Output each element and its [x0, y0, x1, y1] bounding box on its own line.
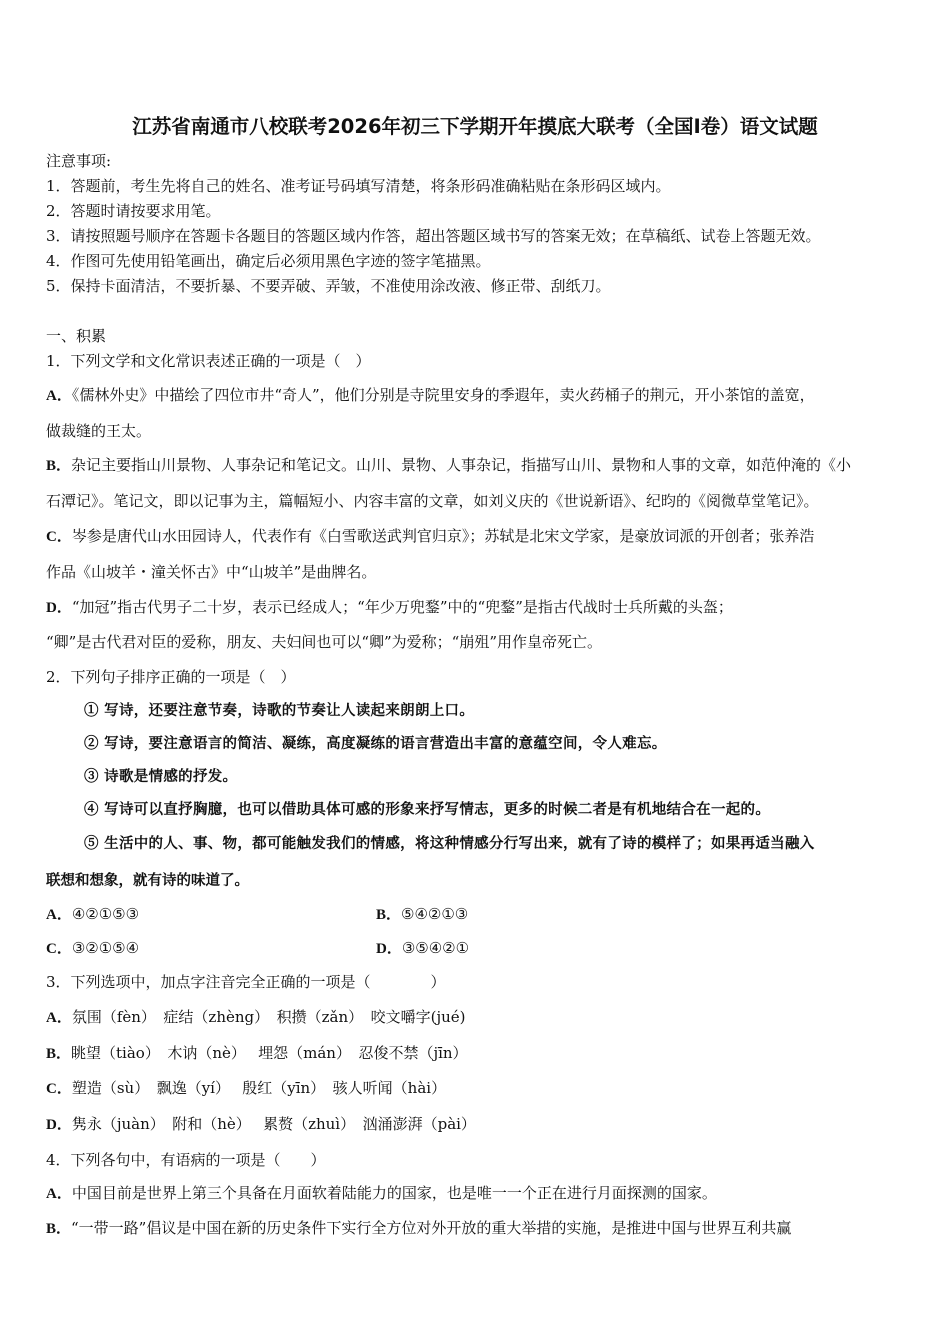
sentence-2: ② 写诗，要注意语言的简洁、凝练，高度凝练的语言营造出丰富的意蕴空间，令人难忘。 — [84, 735, 667, 752]
question-3-option-c — [46, 1078, 910, 1099]
notice-item-1: 1．答题前，考生先将自己的姓名、准考证号码填写清楚，将条形码准确粘贴在条形码区域内。 — [46, 177, 671, 195]
option-label: D． — [376, 941, 402, 957]
question-1-option-b-cont: 石潭记》。笔记文，即以记事为主，篇幅短小、内容丰富的文章，如刘义庆的《世说新语》、纪昀的《阅微草堂笔记》。 — [46, 492, 819, 510]
question-2-stem: 2．下列句子排序正确的一项是（ ） — [46, 668, 296, 686]
option-text: 杂记主要指山川景物、人事杂记和笔记文。山川、景物、人事杂记，指描写山川、景物和人事的文章，如范仲淹的《小 — [71, 456, 852, 474]
sentence-3: ③ 诗歌是情感的抒发。 — [84, 768, 238, 785]
option-text: “一带一路”倡议是中国在新的历史条件下实行全方位对外开放的重大举措的实施，是推进中国与世界互利共赢 — [71, 1219, 792, 1237]
option-text: ③⑤④②① — [401, 939, 470, 957]
option-label: C． — [46, 1081, 72, 1097]
option-label: A． — [46, 388, 72, 404]
option-text: ③②①⑤④ — [71, 939, 140, 957]
option-text: 隽永（juàn） 附和（hè） 累赘（zhuì） 汹涌澎湃（pài） — [71, 1115, 476, 1133]
notice-item-5: 5．保持卡面清洁，不要折暴、不要弄破、弄皱，不准使用涂改液、修正带、刮纸刀。 — [46, 277, 611, 295]
notice-item-3: 3．请按照题号顺序在答题卡各题目的答题区域内作答，超出答题区域书写的答案无效；在草稿纸、试卷上答题无效。 — [46, 227, 821, 245]
option-d — [376, 938, 469, 959]
option-b — [376, 904, 468, 925]
question-1-option-b — [46, 455, 910, 476]
option-label: A． — [46, 1010, 72, 1026]
option-label: C． — [46, 941, 72, 957]
option-label: C． — [46, 529, 72, 545]
option-text: ④②①⑤③ — [71, 905, 140, 923]
notice-heading: 注意事项: — [46, 152, 112, 170]
sentence-1: ① 写诗，还要注意节奏，诗歌的节奏让人读起来朗朗上口。 — [84, 702, 475, 719]
question-1-option-c — [46, 526, 910, 547]
question-1-option-c-cont: 作品《山坡羊・潼关怀古》中“山坡羊”是曲牌名。 — [46, 563, 377, 581]
sentence-5: ⑤ 生活中的人、事、物，都可能触发我们的情感，将这种情感分行写出来，就有了诗的模样了；如果再适当融入 — [84, 835, 815, 852]
option-label: A． — [46, 907, 72, 923]
question-2-options-row-2 — [46, 938, 910, 959]
question-1-option-d — [46, 597, 910, 618]
option-text: 岑参是唐代山水田园诗人，代表作有《白雪歌送武判官归京》；苏轼是北宋文学家，是豪放词派的开创者；张养浩 — [71, 527, 815, 545]
question-2-options-row-1 — [46, 904, 910, 925]
question-3-option-d — [46, 1114, 910, 1135]
question-1-option-a — [46, 385, 910, 406]
question-3-option-b — [46, 1043, 910, 1064]
question-3-option-a — [46, 1007, 910, 1028]
question-3-stem: 3．下列选项中，加点字注音完全正确的一项是（ ） — [46, 973, 446, 991]
option-label: D． — [46, 1117, 72, 1133]
question-1-stem: 1．下列文学和文化常识表述正确的一项是（ ） — [46, 352, 371, 370]
option-label: B． — [46, 1221, 72, 1237]
section-heading: 一、积累 — [46, 327, 107, 345]
question-4-option-b — [46, 1218, 910, 1239]
question-1-option-d-cont: “卿”是古代君对臣的爱称，朋友、夫妇间也可以“卿”为爱称；“崩殂”用作皇帝死亡。 — [46, 633, 603, 651]
page-title: 江苏省南通市八校联考2026年初三下学期开年摸底大联考（全国I卷）语文试题 — [132, 115, 818, 138]
option-label: A． — [46, 1186, 72, 1202]
notice-item-4: 4．作图可先使用铅笔画出，确定后必须用黑色字迹的签字笔描黑。 — [46, 252, 491, 270]
option-label: D． — [46, 600, 72, 616]
option-label: B． — [376, 907, 402, 923]
sentence-4: ④ 写诗可以直抒胸臆，也可以借助具体可感的形象来抒写情志，更多的时候二者是有机地结合在一起的。 — [84, 801, 771, 818]
option-text: 中国目前是世界上第三个具备在月面软着陆能力的国家，也是唯一一个正在进行月面探测的国家。 — [71, 1184, 717, 1202]
option-text: 眺望（tiào） 木讷（nè） 埋怨（mán） 忍俊不禁（jīn） — [71, 1044, 468, 1062]
option-label: B． — [46, 1046, 72, 1062]
question-4-stem: 4．下列各句中，有语病的一项是（ ） — [46, 1151, 326, 1169]
question-1-option-a-cont: 做裁缝的王太。 — [46, 422, 152, 440]
sentence-5-cont: 联想和想象，就有诗的味道了。 — [46, 872, 249, 889]
option-text: 塑造（sù） 飘逸（yí） 殷红（yīn） 骇人听闻（hài） — [71, 1079, 447, 1097]
notice-item-2: 2．答题时请按要求用笔。 — [46, 202, 221, 220]
option-text: “加冠”指古代男子二十岁，表示已经成人；“年少万兜鍪”中的“兜鍪”是指古代战时士兵所戴的头盔； — [71, 598, 733, 616]
option-text: 《儒林外史》中描绘了四位市井“奇人”，他们分别是寺院里安身的季遐年，卖火药桶子的荆元，开小茶馆的盖宽， — [71, 386, 815, 404]
question-4-option-a — [46, 1183, 910, 1204]
option-text: 氛围（fèn） 症结（zhèng） 积攒（zǎn） 咬文嚼字(jué) — [71, 1008, 466, 1026]
option-label: B． — [46, 458, 72, 474]
option-text: ⑤④②①③ — [401, 905, 469, 923]
